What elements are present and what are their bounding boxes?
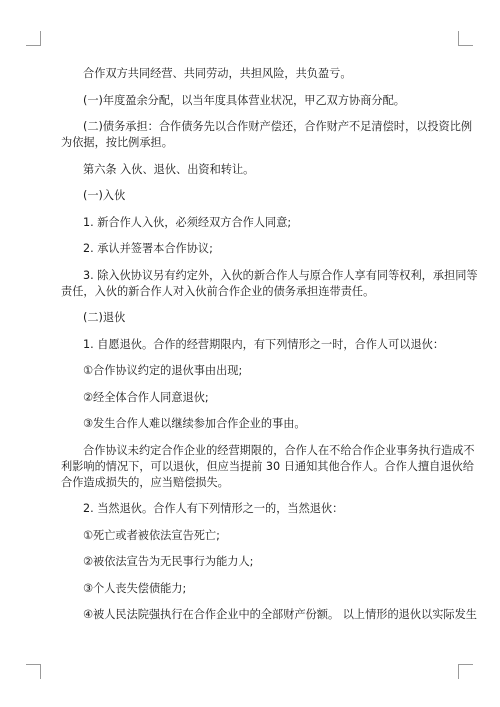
- text-line: 2. 承认并签署本合作协议;: [83, 242, 213, 255]
- text-line: (一)年度盈余分配，以当年度具体营业状况，甲乙双方协商分配。: [83, 93, 405, 107]
- list-item: [61, 363, 451, 379]
- text-line: 利影响的情况下，可以退伙，但应当提前 30 日通知其他合作人。合作人擅自退伙给: [61, 459, 474, 473]
- crop-mark-top-right: [458, 31, 473, 46]
- text-line: 合作双方共同经营、共同劳动，共担风险，共负盈亏。: [83, 67, 352, 80]
- text-line: ②经全体合作人同意退伙;: [83, 390, 209, 404]
- subsection-heading: [61, 310, 451, 326]
- paragraph: [61, 66, 451, 82]
- text-line: 1. 新合作人入伙，必须经双方合作人同意;: [83, 215, 292, 229]
- text-line: 合作协议未约定合作企业的经营期限的，合作人在不给合作企业事务执行造成不: [83, 443, 475, 457]
- list-item: [61, 390, 451, 406]
- text-line: 合作造成损失的，应当赔偿损失。: [61, 475, 229, 489]
- text-line: (二)退伙: [83, 311, 126, 324]
- list-item: [61, 581, 451, 597]
- list-item: [61, 337, 451, 353]
- text-line: (二)债务承担：合作债务先以合作财产偿还，合作财产不足清偿时，以投资比例: [83, 120, 473, 133]
- list-item: [61, 501, 451, 517]
- crop-mark-bottom-left: [26, 664, 41, 679]
- list-item: [61, 607, 477, 623]
- subsection-heading: [61, 188, 451, 204]
- text-line: ③个人丧失偿债能力;: [83, 581, 187, 595]
- text-line: ①合作协议约定的退伙事由出现;: [83, 364, 243, 377]
- list-item: [61, 554, 451, 570]
- text-line: ①死亡或者被依法宣告死亡;: [83, 528, 220, 542]
- list-item: [61, 215, 451, 231]
- list-item: [61, 416, 451, 432]
- section-heading: [61, 162, 451, 178]
- text-line: (一)入伙: [83, 189, 126, 202]
- list-item: [61, 268, 478, 300]
- text-line: 责任，入伙的新合作人对入伙前合作企业的债务承担连带责任。: [61, 284, 375, 298]
- text-line: ②被依法宣告为无民事行为能力人;: [83, 555, 254, 568]
- crop-mark-top-left: [26, 31, 41, 46]
- text-line: 第六条 入伙、退伙、出资和转让。: [83, 162, 255, 176]
- text-line: ③发生合作人难以继续参加合作企业的事由。: [83, 417, 306, 430]
- text-line: 2. 当然退伙。合作人有下列情形之一的，当然退伙：: [83, 502, 344, 515]
- document-body: [61, 66, 478, 634]
- list-item: [61, 528, 451, 544]
- text-line: ④被人民法院强执行在合作企业中的全部财产份额。 以上情形的退伙以实际发生: [83, 608, 477, 621]
- crop-mark-bottom-right: [458, 664, 473, 679]
- list-item: [61, 241, 451, 257]
- paragraph: [61, 93, 451, 109]
- paragraph: [61, 119, 473, 151]
- text-line: 3. 除入伙协议另有约定外，入伙的新合作人与原合作人享有同等权利，承担同等: [83, 268, 478, 282]
- text-line: 1. 自愿退伙。合作的经营期限内，有下列情形之一时，合作人可以退伙：: [83, 337, 445, 351]
- text-line: 为依据，按比例承担。: [61, 136, 173, 149]
- paragraph: [61, 443, 475, 491]
